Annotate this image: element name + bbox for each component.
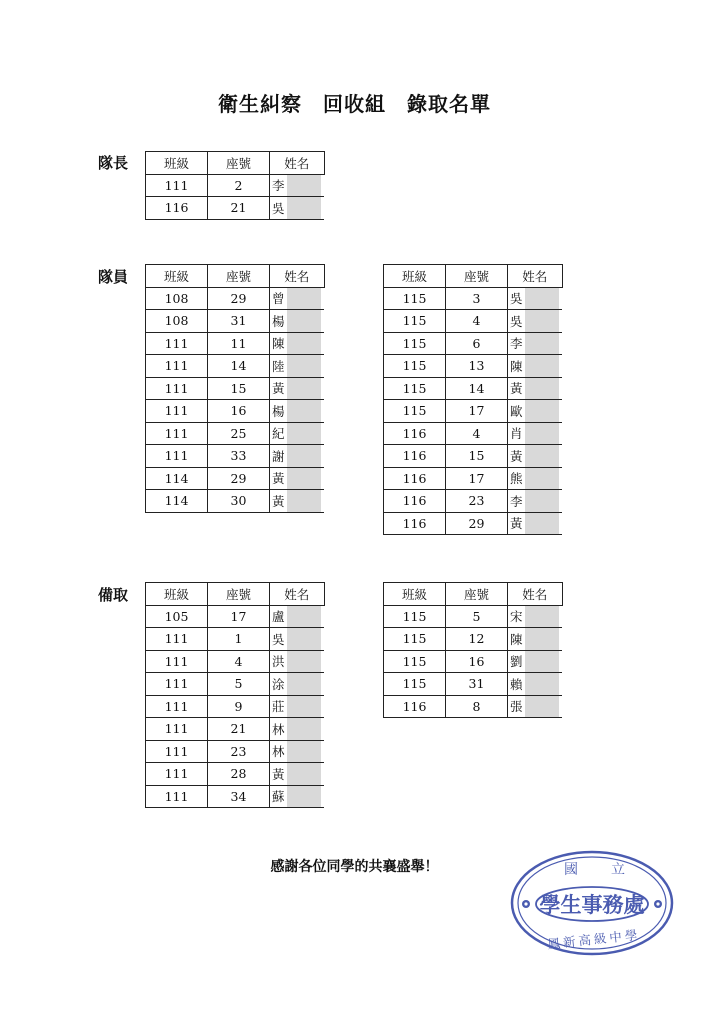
cell-seat: 30 [208, 490, 270, 513]
cell-class: 108 [146, 287, 208, 310]
header-seat: 座號 [208, 265, 270, 288]
cell-class: 108 [146, 310, 208, 333]
cell-name [270, 174, 325, 197]
name-surname: 李 [510, 336, 523, 352]
table-row [384, 490, 563, 513]
header-seat: 座號 [208, 152, 270, 175]
cell-name [270, 377, 325, 400]
table-row [384, 628, 563, 651]
name-surname: 賴 [510, 676, 523, 692]
name-surname: 黃 [272, 493, 285, 509]
cell-class: 111 [146, 763, 208, 786]
cell-seat: 14 [446, 377, 508, 400]
name-redaction [287, 288, 321, 310]
name-surname: 歐 [510, 403, 523, 419]
header-name: 姓名 [270, 152, 325, 175]
stamp-flower-left-icon [522, 900, 530, 908]
stamp-text-center: 學生事務處 [539, 892, 645, 917]
cell-name [508, 673, 563, 696]
member-table-left [145, 264, 325, 513]
name-redaction [287, 423, 321, 445]
name-surname: 莊 [272, 699, 285, 715]
cell-seat: 31 [446, 673, 508, 696]
name-surname: 宋 [510, 609, 523, 625]
name-surname: 黃 [510, 516, 523, 532]
name-redaction [525, 628, 559, 650]
name-redaction [287, 400, 321, 422]
table-row [384, 695, 563, 718]
cell-name [270, 422, 325, 445]
cell-name [270, 310, 325, 333]
table-row [146, 174, 325, 197]
stamp-text-bottom: 鳳新高級中學 [546, 926, 641, 952]
table-row [146, 197, 325, 220]
cell-seat: 9 [208, 695, 270, 718]
cell-seat: 29 [208, 467, 270, 490]
name-redaction [525, 333, 559, 355]
table-row [384, 467, 563, 490]
name-surname: 陳 [272, 336, 285, 352]
name-redaction [525, 378, 559, 400]
cell-class: 114 [146, 490, 208, 513]
cell-seat: 17 [446, 400, 508, 423]
name-redaction [525, 423, 559, 445]
name-surname: 吳 [272, 200, 285, 216]
cell-name [270, 490, 325, 513]
cell-class: 116 [384, 467, 446, 490]
table-row [384, 650, 563, 673]
cell-class: 111 [146, 673, 208, 696]
cell-class: 111 [146, 422, 208, 445]
name-surname: 肖 [510, 426, 523, 442]
table-row [146, 695, 325, 718]
cell-class: 111 [146, 740, 208, 763]
cell-seat: 21 [208, 197, 270, 220]
table-row [146, 718, 325, 741]
header-class: 班級 [146, 583, 208, 606]
cell-class: 111 [146, 355, 208, 378]
table-row [146, 673, 325, 696]
cell-class: 115 [384, 605, 446, 628]
cell-name [508, 310, 563, 333]
cell-name [508, 377, 563, 400]
name-surname: 陳 [510, 358, 523, 374]
cell-name [270, 445, 325, 468]
table-row [146, 605, 325, 628]
name-surname: 黃 [272, 471, 285, 487]
cell-name [270, 628, 325, 651]
header-class: 班級 [146, 152, 208, 175]
cell-name [508, 695, 563, 718]
cell-name [508, 512, 563, 535]
table-row [146, 422, 325, 445]
name-redaction [287, 718, 321, 740]
cell-seat: 11 [208, 332, 270, 355]
name-surname: 黃 [510, 448, 523, 464]
cell-seat: 5 [208, 673, 270, 696]
cell-name [270, 467, 325, 490]
table-row [384, 377, 563, 400]
table-row [146, 740, 325, 763]
cell-class: 115 [384, 287, 446, 310]
name-redaction [525, 355, 559, 377]
name-redaction [287, 786, 321, 808]
table-row [384, 605, 563, 628]
cell-seat: 4 [446, 422, 508, 445]
cell-name [270, 287, 325, 310]
table-row [146, 400, 325, 423]
stamp-flower-right-icon [654, 900, 662, 908]
name-redaction [287, 628, 321, 650]
cell-class: 111 [146, 332, 208, 355]
cell-seat: 14 [208, 355, 270, 378]
table-row [384, 445, 563, 468]
section-label-member: 隊員 [98, 268, 129, 286]
name-redaction [287, 673, 321, 695]
cell-seat: 6 [446, 332, 508, 355]
header-name: 姓名 [508, 583, 563, 606]
cell-seat: 12 [446, 628, 508, 651]
name-surname: 黃 [272, 381, 285, 397]
cell-class: 114 [146, 467, 208, 490]
name-surname: 盧 [272, 609, 285, 625]
cell-seat: 15 [208, 377, 270, 400]
name-redaction [287, 333, 321, 355]
cell-class: 111 [146, 628, 208, 651]
name-redaction [287, 310, 321, 332]
table-row [146, 763, 325, 786]
table-row [384, 512, 563, 535]
cell-name [270, 332, 325, 355]
name-redaction [287, 763, 321, 785]
cell-class: 115 [384, 355, 446, 378]
name-redaction [287, 696, 321, 718]
cell-name [508, 355, 563, 378]
cell-class: 111 [146, 445, 208, 468]
name-redaction [525, 400, 559, 422]
name-surname: 林 [272, 721, 285, 737]
name-redaction [525, 513, 559, 535]
name-surname: 李 [510, 493, 523, 509]
cell-seat: 23 [446, 490, 508, 513]
cell-seat: 33 [208, 445, 270, 468]
name-surname: 陳 [510, 631, 523, 647]
cell-class: 116 [384, 512, 446, 535]
cell-name [270, 650, 325, 673]
cell-class: 111 [146, 377, 208, 400]
table-row [384, 673, 563, 696]
cell-seat: 17 [446, 467, 508, 490]
header-class: 班級 [384, 583, 446, 606]
cell-class: 115 [384, 377, 446, 400]
cell-seat: 2 [208, 174, 270, 197]
name-redaction [525, 468, 559, 490]
header-seat: 座號 [208, 583, 270, 606]
cell-class: 115 [384, 673, 446, 696]
cell-name [508, 650, 563, 673]
cell-class: 111 [146, 400, 208, 423]
cell-seat: 25 [208, 422, 270, 445]
cell-seat: 34 [208, 785, 270, 808]
cell-name [270, 695, 325, 718]
header-name: 姓名 [270, 583, 325, 606]
name-surname: 洪 [272, 654, 285, 670]
cell-name [508, 422, 563, 445]
name-surname: 紀 [272, 426, 285, 442]
cell-class: 115 [384, 650, 446, 673]
name-surname: 蘇 [272, 789, 285, 805]
cell-class: 115 [384, 400, 446, 423]
cell-seat: 8 [446, 695, 508, 718]
name-redaction [287, 606, 321, 628]
name-redaction [287, 468, 321, 490]
table-row [384, 310, 563, 333]
cell-name [508, 400, 563, 423]
cell-name [270, 785, 325, 808]
header-class: 班級 [384, 265, 446, 288]
header-class: 班級 [146, 265, 208, 288]
cell-class: 116 [384, 490, 446, 513]
name-surname: 劉 [510, 654, 523, 670]
cell-seat: 16 [208, 400, 270, 423]
cell-name [270, 718, 325, 741]
cell-seat: 13 [446, 355, 508, 378]
section-label-leader: 隊長 [98, 154, 129, 172]
name-surname: 楊 [272, 313, 285, 329]
leader-table [145, 151, 325, 220]
table-header-row [384, 583, 563, 606]
name-redaction [287, 175, 321, 197]
name-redaction [525, 288, 559, 310]
cell-seat: 29 [208, 287, 270, 310]
name-surname: 吳 [510, 313, 523, 329]
alternate-table-left [145, 582, 325, 808]
alternate-table-right [383, 582, 563, 718]
name-redaction [287, 197, 321, 219]
cell-class: 116 [384, 422, 446, 445]
cell-seat: 16 [446, 650, 508, 673]
table-row [146, 650, 325, 673]
cell-name [270, 673, 325, 696]
table-row [146, 287, 325, 310]
cell-class: 116 [146, 197, 208, 220]
name-surname: 謝 [272, 448, 285, 464]
cell-name [508, 287, 563, 310]
cell-name [270, 400, 325, 423]
name-redaction [287, 378, 321, 400]
table-row [384, 332, 563, 355]
cell-name [508, 605, 563, 628]
name-redaction [525, 490, 559, 512]
cell-name [508, 490, 563, 513]
page-title: 衛生糾察 回收組 錄取名單 [218, 92, 491, 116]
name-surname: 吳 [272, 631, 285, 647]
stamp-text-top-right: 立 [611, 862, 625, 878]
cell-seat: 17 [208, 605, 270, 628]
table-header-row [146, 583, 325, 606]
name-redaction [287, 741, 321, 763]
table-row [384, 400, 563, 423]
header-name: 姓名 [508, 265, 563, 288]
cell-name [508, 445, 563, 468]
name-redaction [287, 651, 321, 673]
table-row [146, 355, 325, 378]
cell-name [270, 740, 325, 763]
cell-name [508, 628, 563, 651]
table-row [384, 355, 563, 378]
name-surname: 涂 [272, 676, 285, 692]
cell-seat: 3 [446, 287, 508, 310]
name-redaction [525, 673, 559, 695]
cell-class: 105 [146, 605, 208, 628]
cell-class: 116 [384, 445, 446, 468]
cell-name [270, 605, 325, 628]
table-row [384, 422, 563, 445]
name-surname: 黃 [272, 766, 285, 782]
cell-class: 115 [384, 310, 446, 333]
cell-seat: 15 [446, 445, 508, 468]
cell-seat: 4 [446, 310, 508, 333]
cell-seat: 31 [208, 310, 270, 333]
name-surname: 陸 [272, 358, 285, 374]
header-seat: 座號 [446, 265, 508, 288]
table-row [146, 310, 325, 333]
cell-name [508, 332, 563, 355]
table-row [384, 287, 563, 310]
table-row [146, 467, 325, 490]
cell-seat: 29 [446, 512, 508, 535]
cell-class: 111 [146, 718, 208, 741]
table-row [146, 332, 325, 355]
name-surname: 黃 [510, 381, 523, 397]
cell-class: 115 [384, 628, 446, 651]
cell-name [508, 467, 563, 490]
cell-seat: 23 [208, 740, 270, 763]
table-row [146, 628, 325, 651]
table-header-row [146, 152, 325, 175]
name-surname: 李 [272, 178, 285, 194]
name-redaction [287, 490, 321, 512]
cell-class: 111 [146, 650, 208, 673]
cell-class: 116 [384, 695, 446, 718]
name-redaction [525, 310, 559, 332]
name-surname: 楊 [272, 403, 285, 419]
name-redaction [287, 355, 321, 377]
cell-name [270, 197, 325, 220]
cell-seat: 4 [208, 650, 270, 673]
section-label-alternate: 備取 [98, 586, 129, 604]
member-table-right [383, 264, 563, 535]
cell-class: 111 [146, 695, 208, 718]
thanks-message: 感謝各位同學的共襄盛舉！ [270, 859, 439, 875]
name-surname: 吳 [510, 291, 523, 307]
cell-seat: 1 [208, 628, 270, 651]
table-header-row [146, 265, 325, 288]
cell-seat: 28 [208, 763, 270, 786]
name-surname: 林 [272, 744, 285, 760]
header-name: 姓名 [270, 265, 325, 288]
table-row [146, 445, 325, 468]
name-redaction [525, 606, 559, 628]
cell-class: 111 [146, 785, 208, 808]
cell-seat: 21 [208, 718, 270, 741]
table-row [146, 490, 325, 513]
name-surname: 張 [510, 699, 523, 715]
table-row [146, 377, 325, 400]
name-surname: 熊 [510, 471, 523, 487]
name-surname: 曾 [272, 291, 285, 307]
stamp-text-top-left: 國 [564, 862, 578, 878]
table-row [146, 785, 325, 808]
cell-class: 111 [146, 174, 208, 197]
name-redaction [525, 651, 559, 673]
cell-class: 115 [384, 332, 446, 355]
header-seat: 座號 [446, 583, 508, 606]
cell-name [270, 355, 325, 378]
name-redaction [525, 696, 559, 718]
name-redaction [287, 445, 321, 467]
table-header-row [384, 265, 563, 288]
name-redaction [525, 445, 559, 467]
school-seal-stamp [508, 848, 676, 958]
cell-name [270, 763, 325, 786]
cell-seat: 5 [446, 605, 508, 628]
